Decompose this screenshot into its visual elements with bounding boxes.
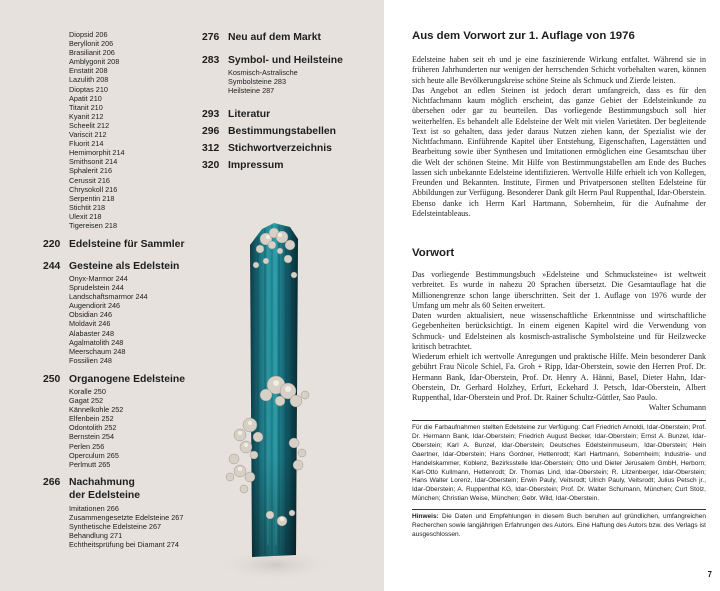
- note-text: Die Daten und Empfehlungen in diesem Buch beruhen auf gründlichen, umfangreichen Recherchen sowie langjährigen Erfahrungen des Autors. Eine Haftung des Autors bzw. des Verlags ist ausgeschlossen.: [412, 513, 706, 538]
- toc-item[interactable]: Symbolsteine 283: [228, 77, 287, 87]
- toc-chapter-number: 293: [202, 109, 220, 120]
- toc-item[interactable]: Koralle 250: [69, 387, 106, 396]
- toc-item[interactable]: Onyx-Marmor 244: [69, 274, 128, 283]
- divider: [412, 420, 706, 421]
- toc-chapter-title: Gesteine als Edelstein: [69, 261, 180, 272]
- toc-item[interactable]: Behandlung 271: [69, 531, 123, 541]
- toc-chapter-title: Literatur: [228, 109, 271, 120]
- toc-item[interactable]: Serpentin 218: [69, 193, 115, 203]
- toc-item[interactable]: Scheelit 212: [69, 120, 110, 130]
- vorwort-text: [412, 270, 706, 414]
- section-heading-vorwort-1976: Aus dem Vorwort zur 1. Auflage von 1976: [412, 30, 635, 42]
- toc-chapter-number: 320: [202, 160, 220, 171]
- toc-item[interactable]: Diopsid 206: [69, 30, 108, 39]
- toc-chapter-number: 244: [43, 261, 61, 272]
- toc-item[interactable]: Amblygonit 208: [69, 57, 120, 67]
- toc-item[interactable]: Agalmatolith 248: [69, 337, 124, 347]
- toc-chapter-number: 312: [202, 143, 220, 154]
- divider: [412, 509, 706, 510]
- toc-item[interactable]: Tigereisen 218: [69, 220, 117, 230]
- toc-item[interactable]: Moldavit 246: [69, 319, 111, 329]
- toc-item[interactable]: Kännelkohle 252: [69, 405, 124, 415]
- toc-item[interactable]: Kosmisch-Astralische: [228, 68, 298, 77]
- toc-item[interactable]: Meerschaum 248: [69, 346, 126, 356]
- toc-item[interactable]: Hemimorphit 214: [69, 148, 125, 158]
- toc-item[interactable]: Dioptas 210: [69, 84, 108, 94]
- toc-item[interactable]: Zusammengesetzte Edelsteine 267: [69, 513, 184, 523]
- toc-item[interactable]: Stichtit 218: [69, 202, 106, 212]
- right-page: [384, 0, 720, 591]
- toc-item[interactable]: Apatit 210: [69, 93, 102, 103]
- toc-item[interactable]: Variscit 212: [69, 130, 107, 140]
- paragraph: Das vorliegende Bestimmungsbuch »Edelsteine und Schmucksteine« ist weltweit verbreitet. Es wurde in nahezu 20 Sprachen übersetzt. Die Gesamtauflage hat die Millionengrenze schon lange überschritten. Seit der 1. Auflage von 1976 wurde der Umfang um mehr als 60 Seiten erweitert.: [412, 270, 706, 310]
- toc-item[interactable]: Echtheitsprüfung bei Diamant 274: [69, 540, 179, 550]
- toc-item[interactable]: Enstatit 208: [69, 66, 108, 76]
- toc-item[interactable]: Gagat 252: [69, 396, 104, 406]
- toc-chapter-number: 250: [43, 374, 61, 385]
- toc-chapter-title: Edelsteine für Sammler: [69, 239, 185, 250]
- vorwort-1976-text: [412, 55, 706, 219]
- toc-item[interactable]: Fossilien 248: [69, 355, 112, 365]
- toc-item[interactable]: Cerussit 216: [69, 175, 110, 185]
- toc-item[interactable]: Operculum 265: [69, 450, 119, 460]
- toc-item[interactable]: Sphalerit 216: [69, 166, 113, 176]
- toc-chapter-title: Bestimmungstabellen: [228, 126, 336, 137]
- signature: Walter Schumann: [648, 403, 706, 413]
- toc-item[interactable]: Lazulith 208: [69, 75, 109, 85]
- toc-item[interactable]: Bernstein 254: [69, 432, 115, 442]
- toc-chapter-number: 296: [202, 126, 220, 137]
- toc-organogene-list: [69, 387, 123, 469]
- toc-item[interactable]: Augendiorit 246: [69, 301, 121, 311]
- tourmaline-crystal-photo: [210, 215, 340, 585]
- toc-chapter-title: Stichwortverzeichnis: [228, 143, 332, 154]
- toc-chapter-number: 220: [43, 239, 61, 250]
- page-number: 7: [707, 570, 712, 579]
- paragraph: Wiederum erhielt ich wertvolle Anregungen und praktische Hilfe. Mein besonderer Dank gebührt Frau Nicole Schiel, Fa. Groh + Ripp, Idar-Oberstein, sowie den Herren Prof. Dr. Hermann Bank, Idar-Oberstein, Prof. Dr. Henry A. Hänni, Basel, Dieter Hahn, Idar-Oberstein, Dr. Gerhard Holzhey, Erfurt, Eckehard J. Petsch, Idar-Oberstein, Albert Ruppenthal, Idar-Oberstein und Prof. Dr. Rainer Schultz-Güttler, Sao Paulo.: [412, 352, 706, 402]
- paragraph: Edelsteine haben seit eh und je eine faszinierende Wirkung entfaltet. Während sie in früheren Jahrhunderten nur wenigen der herrschenden Schicht vorbehalten waren, können sich heute alle Bevölkerungskreise schöne Steine als Schmuck und Zierde leisten.: [412, 55, 706, 85]
- toc-item[interactable]: Synthetische Edelsteine 267: [69, 522, 162, 532]
- toc-item[interactable]: Obsidian 246: [69, 310, 113, 320]
- toc-item[interactable]: Kyanit 212: [69, 111, 104, 121]
- toc-item[interactable]: Ulexit 218: [69, 211, 102, 221]
- toc-gesteine-list: [69, 274, 148, 365]
- toc-item[interactable]: Smithsonit 214: [69, 157, 118, 167]
- disclaimer-note: [412, 513, 706, 540]
- toc-item[interactable]: Landschaftsmarmor 244: [69, 292, 148, 302]
- toc-mineral-list: [69, 30, 125, 230]
- toc-item[interactable]: Fluorit 214: [69, 139, 104, 149]
- photo-credits: Für die Farbaufnahmen stellten Edelsteine zur Verfügung: Carl Friedrich Arnoldi, Idar-Oberstein; Prof. Dr. Hermann Bank, Idar-Oberstein; Friedrich August Becker, Idar-Oberstein; Ernst A. Bunzel, Idar-Oberstein; Karl A. Bunzel, Idar-Oberstein; Deutsches Edelsteinmuseum, Idar-Oberstein; Hein Gaertner, Idar-Oberstein; Hans Gordner, Hettenrodt; Karl Hartmann, Sobernheim; Industrie- und Handelskammer, Koblenz, Bezirksstelle Idar-Oberstein; Otto und Dieter Jerusalem GmbH, Herborn; Karl-Otto Kullmann, Hettenrodt; Dr. Thomas Lind, Idar-Oberstein; R. Litzenberger, Idar-Oberstein; Hans Walter Lorenz, Idar-Oberstein; Erwin Pauly, Veitsrodt; Ulrich Pauly, Veitsrodt; Julius Petsch jr., Idar-Oberstein; A. Ruppenthal KG, Idar-Oberstein; Prof. Dr. Walter Schumann, München; Curt Stolz, München; Christian Weise, München; Gebr. Wild, Idar-Oberstein.: [412, 424, 706, 503]
- toc-item[interactable]: Imitationen 266: [69, 504, 119, 513]
- toc-item[interactable]: Titanit 210: [69, 102, 103, 112]
- toc-nachahmung-list: [69, 504, 183, 549]
- toc-chapter-title: Symbol- und Heilsteine: [228, 55, 343, 66]
- note-label: Hinweis:: [412, 513, 439, 520]
- toc-symbol-list: [228, 68, 298, 95]
- paragraph: Daten wurden aktualisiert, neue wissenschaftliche Erkenntnisse und wirtschaftliche Gegebenheiten berücksichtigt. In einem eigenen Kapitel wird die Verwendung von Schmuck- und Edelsteinen als kosmisch-astralische Symbolsteine und für Heilzwecke kritisch betrachtet.: [412, 311, 706, 351]
- toc-item[interactable]: Elfenbein 252: [69, 414, 114, 424]
- toc-chapter-title-line2: der Edelsteine: [69, 490, 141, 501]
- toc-item[interactable]: Chrysokoll 216: [69, 184, 118, 194]
- section-heading-vorwort: Vorwort: [412, 247, 455, 259]
- paragraph: Das Angebot an edlen Steinen ist jedoch derart umfangreich, dass es für den Nichtfachmann kaum möglich erscheint, das ganze Gebiet der Edelsteinkunde zu übersehen oder gar zu beurteilen. Das vorliegende Bestimmungsbuch soll hier weiterhelfen. Es behandelt alle Edelsteine der Welt mit vielen Varietäten. Der begleitende Text ist so gehalten, dass jeder daraus Nutzen ziehen kann, der Spezialist wie der Nichtfachmann. Einführende Kapitel über Entstehung, Eigenschaften, Lagerstätten und Bearbeitung sowie über Synthesen und Imitationen ermöglichen eine Gesamtschau über die Welt der schönen Steine. Mit Hilfe von Bestimmungstabellen am Ende des Buches lassen sich unbekannte Edelsteine identifizieren. Wertvolle Hilfe erhielt ich von Kollegen, Freunden und Bekannten. Institute, Firmen und Privatpersonen stellten Edelsteine für Abbildungen zur Verfügung. Besonderer Dank gilt Herrn Paul Ruppenthal, Idar-Oberstein. Ebenso danke ich Herrn Karl Hartmann, Sobernheim, für die Aufnahme der Edelsteintableaus.: [412, 85, 706, 218]
- toc-item[interactable]: Alabaster 248: [69, 328, 115, 338]
- toc-item[interactable]: Perlmutt 265: [69, 459, 111, 469]
- toc-item[interactable]: Heilsteine 287: [228, 86, 275, 96]
- toc-item[interactable]: Perlen 256: [69, 441, 105, 451]
- toc-chapter-number: 276: [202, 32, 220, 43]
- toc-item[interactable]: Odontolith 252: [69, 423, 117, 433]
- toc-chapter-number: 266: [43, 477, 61, 488]
- toc-chapter-title: Neu auf dem Markt: [228, 32, 321, 43]
- toc-chapter-title: Impressum: [228, 160, 284, 171]
- toc-item[interactable]: Brasilianit 206: [69, 48, 115, 58]
- toc-item[interactable]: Beryllonit 206: [69, 39, 114, 49]
- toc-chapter-title: Nachahmung: [69, 477, 135, 488]
- toc-chapter-number: 283: [202, 55, 220, 66]
- toc-item[interactable]: Sprudelstein 244: [69, 283, 124, 293]
- toc-chapter-title: Organogene Edelsteine: [69, 374, 186, 385]
